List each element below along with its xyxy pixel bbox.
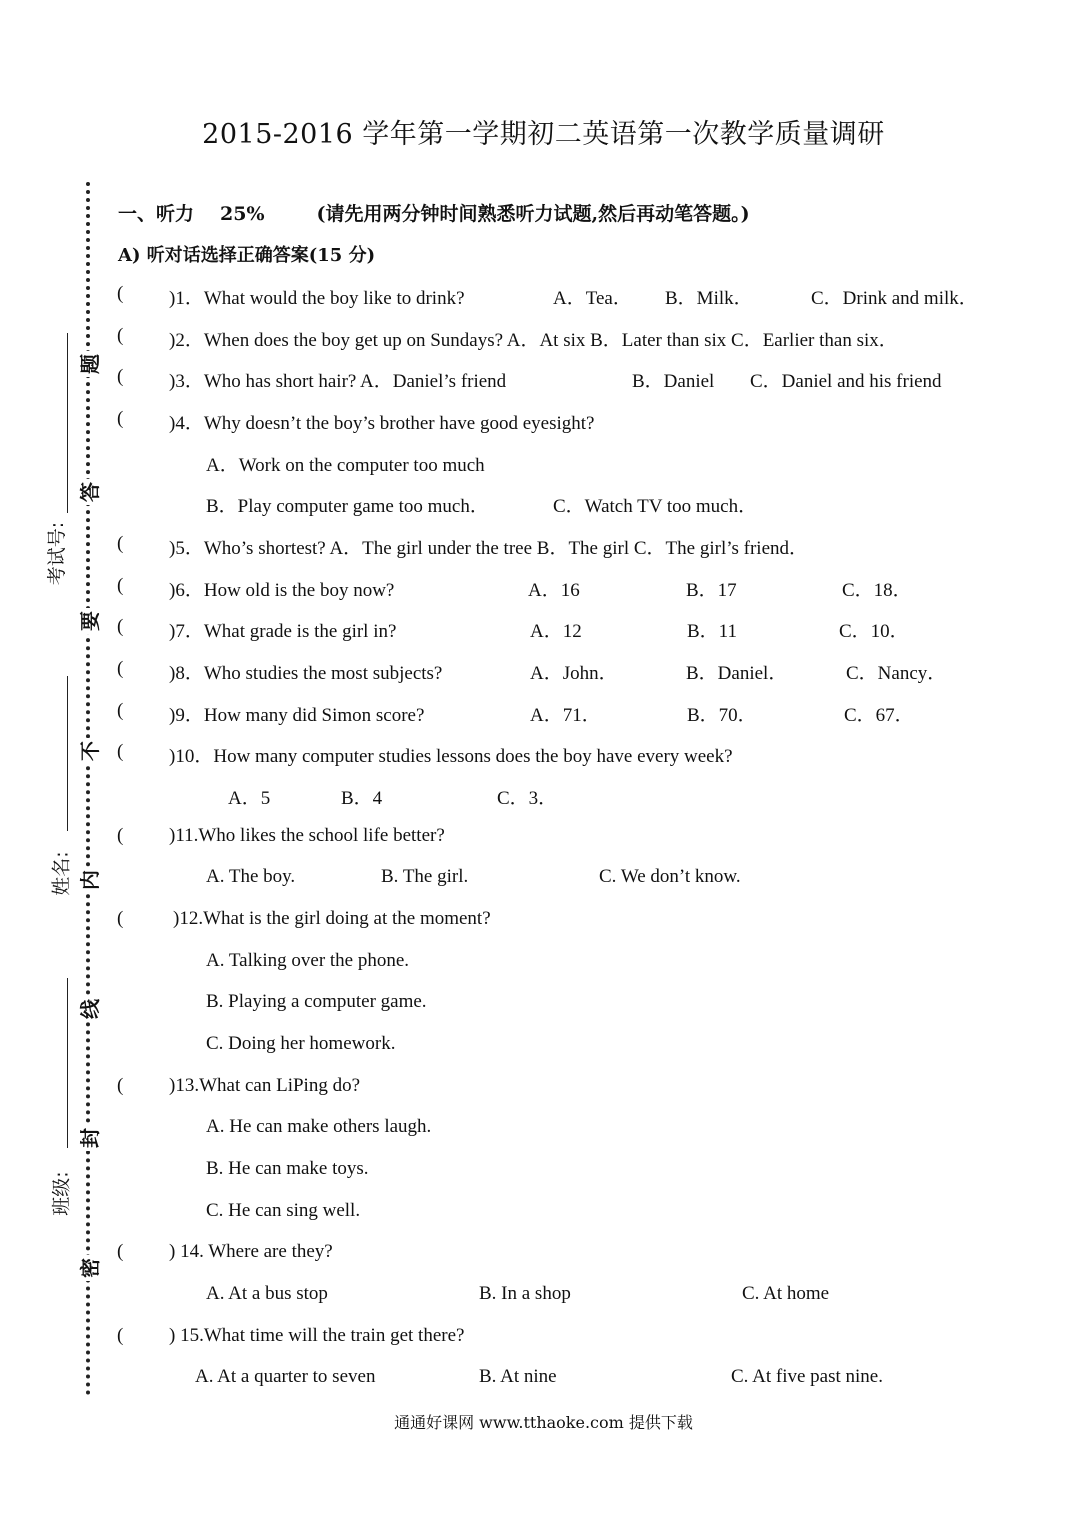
subsection-heading: A) 听对话选择正确答案(15 分) bbox=[118, 245, 376, 266]
question: )7．What grade is the girl in? bbox=[169, 621, 397, 642]
footer-credit: 通通好课网 www.tthaoke.com 提供下载 bbox=[394, 1413, 693, 1432]
exam-number-label: 考试号: bbox=[46, 521, 69, 586]
option: B．17 bbox=[686, 580, 737, 601]
seal-char: 线 bbox=[76, 996, 104, 1022]
option: B. He can make toys. bbox=[206, 1158, 369, 1179]
question: )9．How many did Simon score? bbox=[169, 705, 425, 726]
question: )10．How many computer studies lessons does the boy have every week? bbox=[169, 746, 733, 767]
answer-paren[interactable]: ( bbox=[117, 1325, 124, 1346]
option: B. The girl. bbox=[381, 866, 469, 887]
option: B．11 bbox=[687, 621, 737, 642]
option: A．John． bbox=[530, 663, 618, 684]
question: )5．Who’s shortest? A．The girl under the tree B．The girl C．The girl’s friend． bbox=[169, 538, 809, 559]
section-percent: 25% bbox=[220, 203, 265, 225]
option: B. At nine bbox=[479, 1366, 557, 1387]
seal-char: 密 bbox=[76, 1255, 104, 1281]
question: )1．What would the boy like to drink? bbox=[169, 288, 465, 309]
question: )13.What can LiPing do? bbox=[169, 1075, 361, 1096]
option: A．12 bbox=[530, 621, 582, 642]
answer-paren[interactable]: ( bbox=[117, 366, 124, 387]
option: B. Playing a computer game. bbox=[206, 991, 427, 1012]
option: C. We don’t know. bbox=[599, 866, 741, 887]
answer-paren[interactable]: ( bbox=[117, 325, 124, 346]
seal-char: 要 bbox=[76, 608, 104, 634]
seal-char: 不 bbox=[76, 738, 104, 764]
option: C. At home bbox=[742, 1283, 830, 1304]
option: B．Play computer game too much． bbox=[206, 496, 489, 517]
answer-paren[interactable]: ( bbox=[117, 283, 124, 304]
section-label: 一、听力 bbox=[118, 203, 195, 225]
question: )3．Who has short hair? A．Daniel’s friend bbox=[169, 371, 507, 392]
option: C．67． bbox=[844, 705, 914, 726]
class-label: 班级: bbox=[50, 1171, 73, 1216]
option: A．Tea． bbox=[553, 288, 632, 309]
answer-paren[interactable]: ( bbox=[117, 1241, 124, 1262]
question: )12.What is the girl doing at the moment? bbox=[173, 908, 491, 929]
option: C．Daniel and his friend bbox=[750, 371, 942, 392]
section-heading bbox=[118, 199, 750, 226]
seal-char: 内 bbox=[76, 867, 104, 893]
option: A. At a bus stop bbox=[206, 1283, 328, 1304]
answer-paren[interactable]: ( bbox=[117, 575, 124, 596]
seal-char: 封 bbox=[76, 1125, 104, 1151]
option: C．Drink and milk． bbox=[811, 288, 978, 309]
option: A. Talking over the phone. bbox=[206, 950, 410, 971]
exam-number-line bbox=[67, 333, 68, 513]
question: )11.Who likes the school life better? bbox=[169, 825, 445, 846]
option: C．Nancy． bbox=[846, 663, 947, 684]
option: C. He can sing well. bbox=[206, 1200, 361, 1221]
option: C. At five past nine. bbox=[731, 1366, 883, 1387]
question: )8．Who studies the most subjects? bbox=[169, 663, 443, 684]
class-line bbox=[67, 978, 68, 1148]
page-title: 2015-2016 学年第一学期初二英语第一次教学质量调研 bbox=[202, 119, 885, 150]
option: B．Daniel bbox=[632, 371, 715, 392]
answer-paren[interactable]: ( bbox=[117, 658, 124, 679]
name-label: 姓名: bbox=[50, 851, 73, 896]
option: C. Doing her homework. bbox=[206, 1033, 396, 1054]
option: A. The boy. bbox=[206, 866, 296, 887]
option: B. In a shop bbox=[479, 1283, 571, 1304]
answer-paren[interactable]: ( bbox=[117, 741, 124, 762]
option: C．10． bbox=[839, 621, 909, 642]
seal-char: 答 bbox=[76, 479, 104, 505]
question: ) 15.What time will the train get there? bbox=[169, 1325, 465, 1346]
section-note: (请先用两分钟时间熟悉听力试题,然后再动笔答题。) bbox=[316, 203, 750, 225]
option: B．70． bbox=[687, 705, 757, 726]
answer-paren[interactable]: ( bbox=[117, 1075, 124, 1096]
answer-paren[interactable]: ( bbox=[117, 700, 124, 721]
answer-paren[interactable]: ( bbox=[117, 533, 124, 554]
name-line bbox=[67, 676, 68, 831]
option: B．Milk． bbox=[665, 288, 753, 309]
option: A．Work on the computer too much bbox=[206, 455, 485, 476]
answer-paren[interactable]: ( bbox=[117, 825, 124, 846]
question: )2．When does the boy get up on Sundays? A．At six B．Later than six C．Earlier than six． bbox=[169, 330, 898, 351]
option: A. He can make others laugh. bbox=[206, 1116, 432, 1137]
question: ) 14. Where are they? bbox=[169, 1241, 333, 1262]
option: B．4 bbox=[341, 788, 383, 809]
answer-paren[interactable]: ( bbox=[117, 908, 124, 929]
question: )4．Why doesn’t the boy’s brother have good eyesight? bbox=[169, 413, 595, 434]
answer-paren[interactable]: ( bbox=[117, 616, 124, 637]
option: C．3． bbox=[497, 788, 558, 809]
option: A．5 bbox=[228, 788, 271, 809]
option: C．18． bbox=[842, 580, 912, 601]
option: C．Watch TV too much． bbox=[553, 496, 758, 517]
seal-char: 题 bbox=[76, 351, 104, 377]
option: A．16 bbox=[528, 580, 580, 601]
option: A. At a quarter to seven bbox=[195, 1366, 376, 1387]
option: B．Daniel． bbox=[686, 663, 788, 684]
question: )6．How old is the boy now? bbox=[169, 580, 395, 601]
option: A．71． bbox=[530, 705, 601, 726]
answer-paren[interactable]: ( bbox=[117, 408, 124, 429]
